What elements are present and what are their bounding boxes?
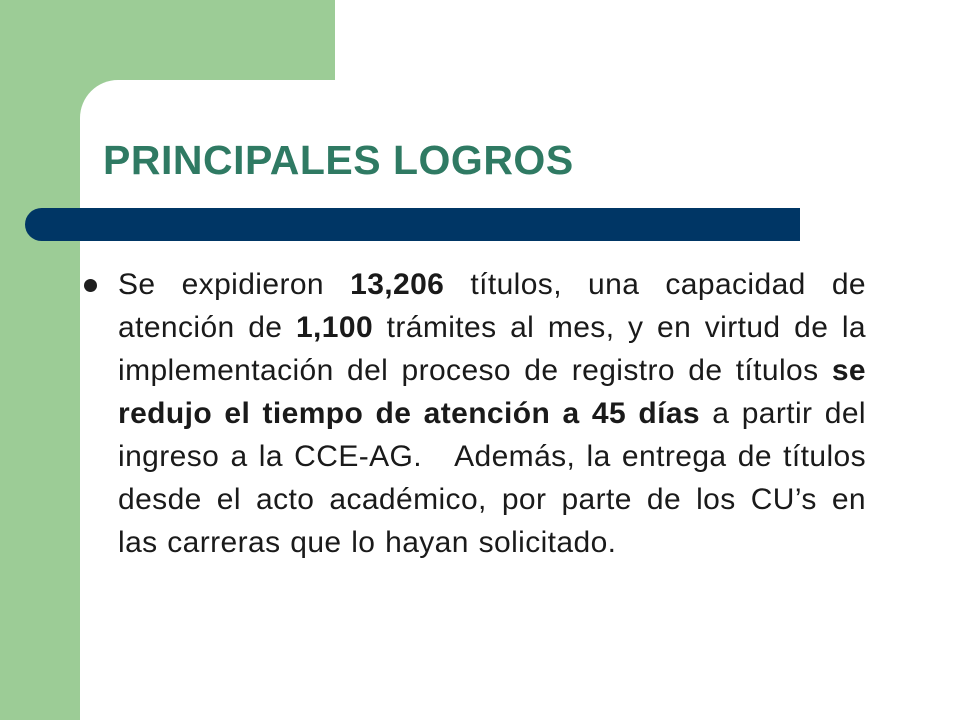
text-segment: trámites al mes, y en virtud de la implementación del proceso de registro de títulos — [118, 311, 867, 387]
text-segment-bold: 13,206 — [350, 268, 445, 301]
bullet-dot-icon — [84, 279, 97, 292]
slide-title: PRINCIPALES LOGROS — [103, 137, 574, 183]
bullet-item — [118, 263, 876, 564]
text-segment: títulos, una capacidad de atención de — [118, 268, 866, 344]
text-segment-bold: se redujo el tiempo de atención a 45 días — [118, 354, 866, 430]
text-segment: a partir del ingreso a la CCE-AG. Además, la entrega de títulos desde el acto académico, por parte de los CU’s en las carreras que lo hayan solicitado. — [118, 397, 876, 559]
title-underline-bar — [25, 208, 800, 241]
text-segment: Se expidieron — [118, 268, 351, 301]
text-segment-bold: 1,100 — [295, 311, 374, 344]
bullet-text — [118, 263, 876, 564]
